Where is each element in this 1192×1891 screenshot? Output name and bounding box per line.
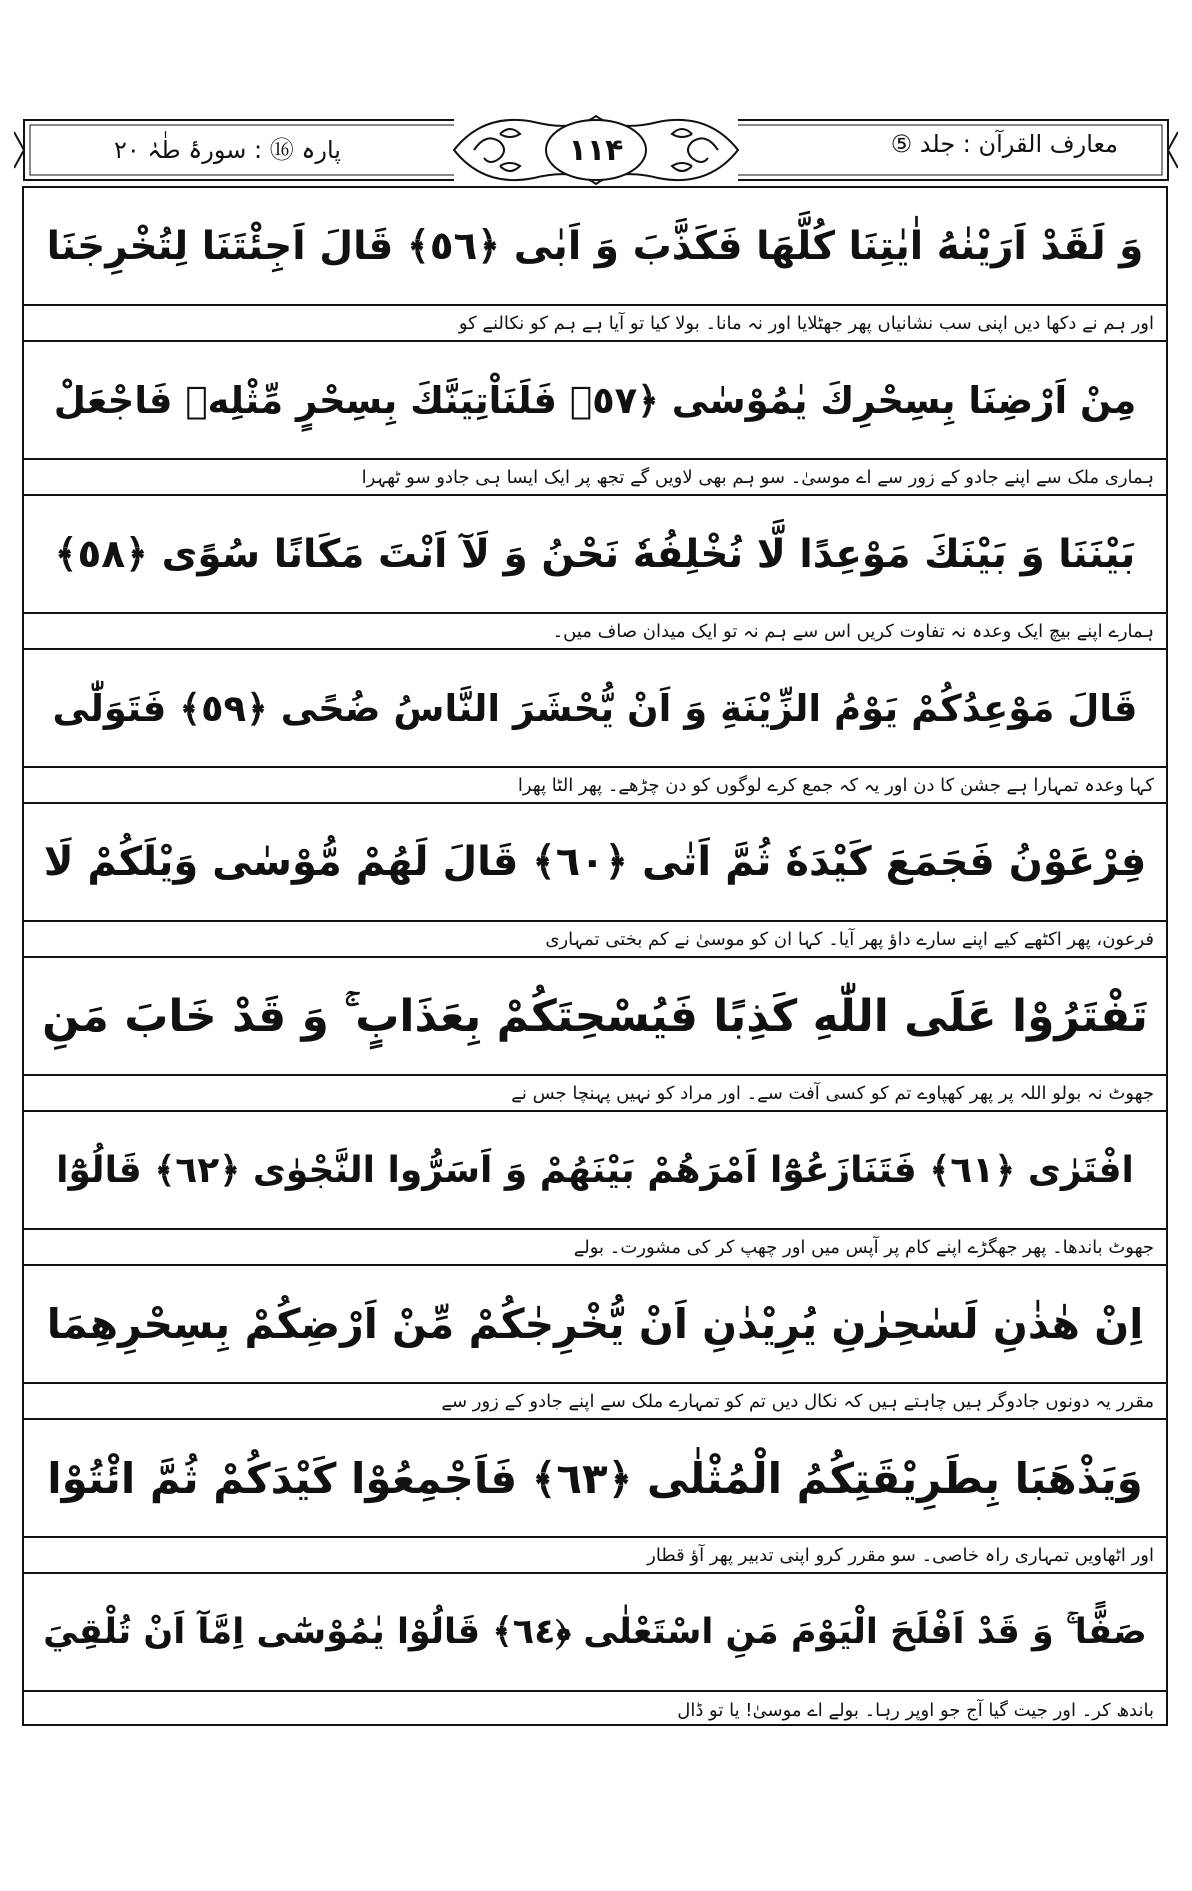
header-right-label: معارف القرآن : جلد ⑤	[890, 130, 1118, 158]
page-header	[14, 112, 1178, 188]
arabic-line: وَ لَقَدْ اَرَيْنٰهُ اٰيٰتِنَا كُلَّهَا فَكَذَّبَ وَ اَبٰى ﴿٥٦﴾ قَالَ اَجِئْتَنَا لِتُخْرِجَنَا	[24, 188, 1166, 306]
urdu-translation-line: مقرر یہ دونوں جادوگر ہیں چاہتے ہیں کہ نکال دیں تم کو تمہارے ملک سے اپنے جادو کے زور سے	[24, 1384, 1166, 1420]
arabic-line: بَيْنَنَا وَ بَيْنَكَ مَوْعِدًا لَّا نُخْلِفُهٗ نَحْنُ وَ لَآ اَنْتَ مَكَانًا سُوًى ﴿٥٨﴾	[24, 496, 1166, 614]
arabic-line: وَيَذْهَبَا بِطَرِيْقَتِكُمُ الْمُثْلٰى ﴿٦٣﴾ فَاَجْمِعُوْا كَيْدَكُمْ ثُمَّ ائْتُوْا	[24, 1420, 1166, 1538]
arabic-line: قَالَ مَوْعِدُكُمْ يَوْمُ الزِّيْنَةِ وَ اَنْ يُّحْشَرَ النَّاسُ ضُحًى ﴿٥٩﴾ فَتَوَلّٰى	[24, 650, 1166, 768]
arabic-line: افْتَرٰى ﴿٦١﴾ فَتَنَازَعُوْٓا اَمْرَهُمْ بَيْنَهُمْ وَ اَسَرُّوا النَّجْوٰى ﴿٦٢﴾ قَالُوْٓا	[24, 1112, 1166, 1230]
arabic-line: فِرْعَوْنُ فَجَمَعَ كَيْدَهٗ ثُمَّ اَتٰى ﴿٦٠﴾ قَالَ لَهُمْ مُّوْسٰى وَيْلَكُمْ لَا	[24, 804, 1166, 922]
arabic-line: صَفًّا ۚ وَ قَدْ اَفْلَحَ الْيَوْمَ مَنِ اسْتَعْلٰى ﴿٦٤﴾ قَالُوْا يٰمُوْسٰٓى اِمَّآ اَنْ تُلْقِيَ	[24, 1574, 1166, 1692]
arabic-line: اِنْ هٰذٰنِ لَسٰحِرٰنِ يُرِيْدٰنِ اَنْ يُّخْرِجٰكُمْ مِّنْ اَرْضِكُمْ بِسِحْرِهِمَا	[24, 1266, 1166, 1384]
urdu-translation-line: ہماری ملک سے اپنے جادو کے زور سے اے موسیٰ۔ سو ہم بھی لاویں گے تجھ پر ایک ایسا ہی جادو سو ٹھہرا	[24, 460, 1166, 496]
arabic-line: مِنْ اَرْضِنَا بِسِحْرِكَ يٰمُوْسٰى ﴿٥٧﴾ فَلَنَاْتِيَنَّكَ بِسِحْرٍ مِّثْلِهٖ فَاجْعَلْ	[24, 342, 1166, 460]
urdu-translation-line: فرعون، پھر اکٹھے کیے اپنے سارے داؤ پھر آیا۔ کہا ان کو موسیٰ نے کم بختی تمہاری	[24, 922, 1166, 958]
header-left-label: پارہ ⑯ : سورۂ طٰہٰ ۲۰	[114, 136, 341, 164]
arabic-line: تَفْتَرُوْا عَلَى اللّٰهِ كَذِبًا فَيُسْحِتَكُمْ بِعَذَابٍ ۚ وَ قَدْ خَابَ مَنِ	[24, 958, 1166, 1076]
urdu-translation-line: اور ہم نے دکھا دیں اپنی سب نشانیاں پھر جھٹلایا اور نہ مانا۔ بولا کیا تو آیا ہے ہم کو نکالنے کو	[24, 306, 1166, 342]
urdu-translation-line: باندھ کر۔ اور جیت گیا آج جو اوپر رہا۔ بولے اے موسیٰ! یا تو ڈال	[677, 1699, 1154, 1721]
text-frame	[22, 186, 1168, 1726]
urdu-translation-line: جھوٹ باندھا۔ پھر جھگڑے اپنے کام پر آپس میں اور چھپ کر کی مشورت۔ بولے	[24, 1230, 1166, 1266]
urdu-translation-line: اور اٹھاویں تمہاری راہ خاصی۔ سو مقرر کرو اپنی تدبیر پھر آؤ قطار	[24, 1538, 1166, 1574]
urdu-translation-line: جھوٹ نہ بولو اللہ پر پھر کھپاوے تم کو کسی آفت سے۔ اور مراد کو نہیں پہنچا جس نے	[24, 1076, 1166, 1112]
urdu-translation-line: کہا وعدہ تمہارا ہے جشن کا دن اور یہ کہ جمع کرے لوگوں کو دن چڑھے۔ پھر الٹا پھرا	[24, 768, 1166, 804]
urdu-translation-line: ہمارے اپنے بیچ ایک وعدہ نہ تفاوت کریں اس سے ہم نہ تو ایک میدان صاف میں۔	[24, 614, 1166, 650]
page-number: ۱۱۴	[568, 132, 624, 168]
